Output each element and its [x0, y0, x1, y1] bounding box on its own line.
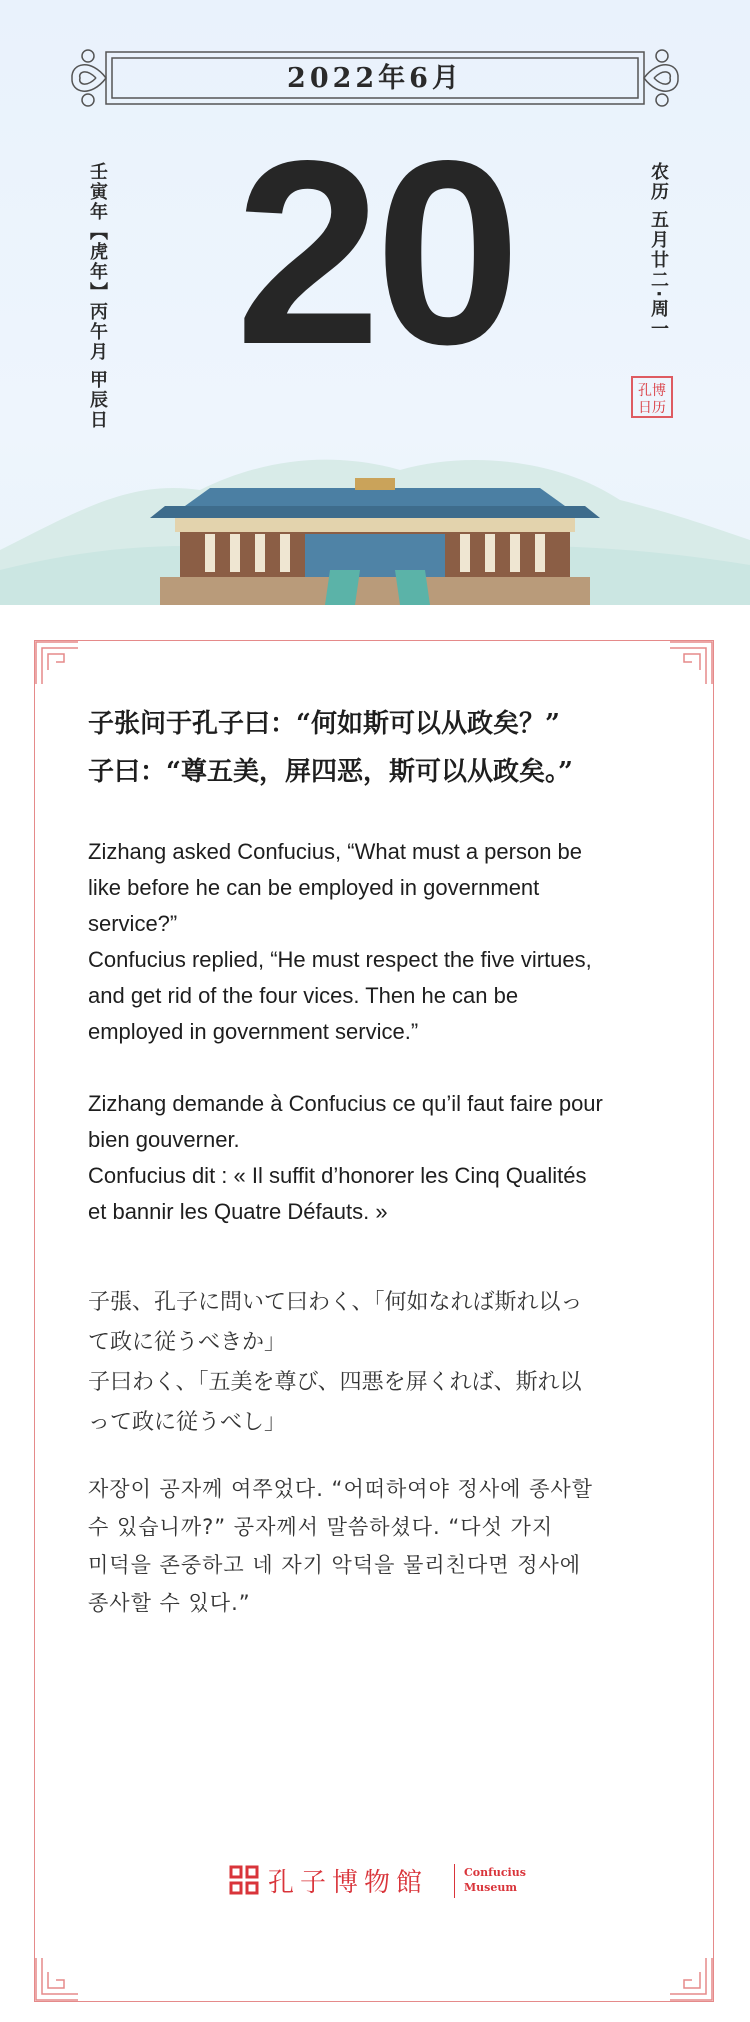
text-line: Zizhang asked Confucius, “What must a person be	[88, 839, 583, 864]
text-line: Confucius dit : « Il suffit d’honorer les Cinq Qualités	[88, 1163, 587, 1188]
museum-logo	[228, 1862, 528, 1902]
museum-logo-mark-icon	[228, 1864, 260, 1896]
english-translation	[88, 834, 668, 1050]
calendar-header	[0, 0, 750, 605]
corner-ornament-icon	[668, 1956, 714, 2002]
text-line: 子张问于孔子曰：“何如斯可以从政矣？”	[88, 709, 560, 739]
corner-ornament-icon	[34, 640, 80, 686]
text-line: 미덕을 존중하고 네 자기 악덕을 물리친다면 정사에	[88, 1553, 582, 1577]
text-line: Zizhang demande à Confucius ce qu’il faut faire pour	[88, 1091, 603, 1116]
text-line: 子張、孔子に問いて曰わく、「何如なれば斯れ以っ	[88, 1290, 583, 1315]
text-line: like before he can be employed in government	[88, 875, 540, 900]
logo-english-name	[464, 1865, 526, 1895]
text-line: bien gouverner.	[88, 1127, 240, 1152]
text-line: って政に従うべし」	[88, 1410, 287, 1435]
logo-divider	[454, 1864, 455, 1898]
text-line: 수 있습니까?” 공자께서 말씀하셨다. “다섯 가지	[88, 1515, 554, 1539]
text-line: 子曰：“尊五美，屏四恶，斯可以从政矣。”	[88, 757, 573, 787]
text-line: 종사할 수 있다.”	[88, 1591, 251, 1615]
svg-text:日历: 日历	[638, 400, 666, 416]
text-line: employed in government service.”	[88, 1019, 419, 1044]
ganzhi-date: 壬寅年【虎年】丙午月 甲辰日	[87, 162, 108, 431]
svg-text:孔博: 孔博	[638, 383, 666, 399]
lunar-date: 农历 五月廿二·周一	[648, 162, 669, 340]
logo-english-line: Museum	[464, 1881, 518, 1894]
text-line: て政に従うべきか」	[88, 1330, 287, 1355]
seal-stamp-icon	[630, 375, 674, 419]
japanese-translation	[88, 1283, 668, 1443]
museum-illustration	[0, 420, 750, 605]
month-title: 2022年6月	[287, 63, 463, 94]
text-line: 子曰わく、「五美を尊び、四悪を屏くれば、斯れ以	[88, 1370, 582, 1395]
text-line: service?”	[88, 911, 178, 936]
text-line: 자장이 공자께 여쭈었다. “어떠하여야 정사에 종사할	[88, 1477, 593, 1501]
korean-translation	[88, 1470, 668, 1622]
french-translation	[88, 1086, 668, 1230]
corner-ornament-icon	[34, 1956, 80, 2002]
corner-ornament-icon	[668, 640, 714, 686]
logo-chinese-name: 孔子博物館	[268, 1868, 429, 1898]
logo-english-line: Confucius	[464, 1866, 526, 1879]
chinese-quote	[88, 700, 668, 796]
text-line: Confucius replied, “He must respect the five virtues,	[88, 947, 592, 972]
text-line: et bannir les Quatre Défauts. »	[88, 1199, 388, 1224]
text-line: and get rid of the four vices. Then he can be	[88, 983, 519, 1008]
day-number: 20	[235, 106, 515, 399]
